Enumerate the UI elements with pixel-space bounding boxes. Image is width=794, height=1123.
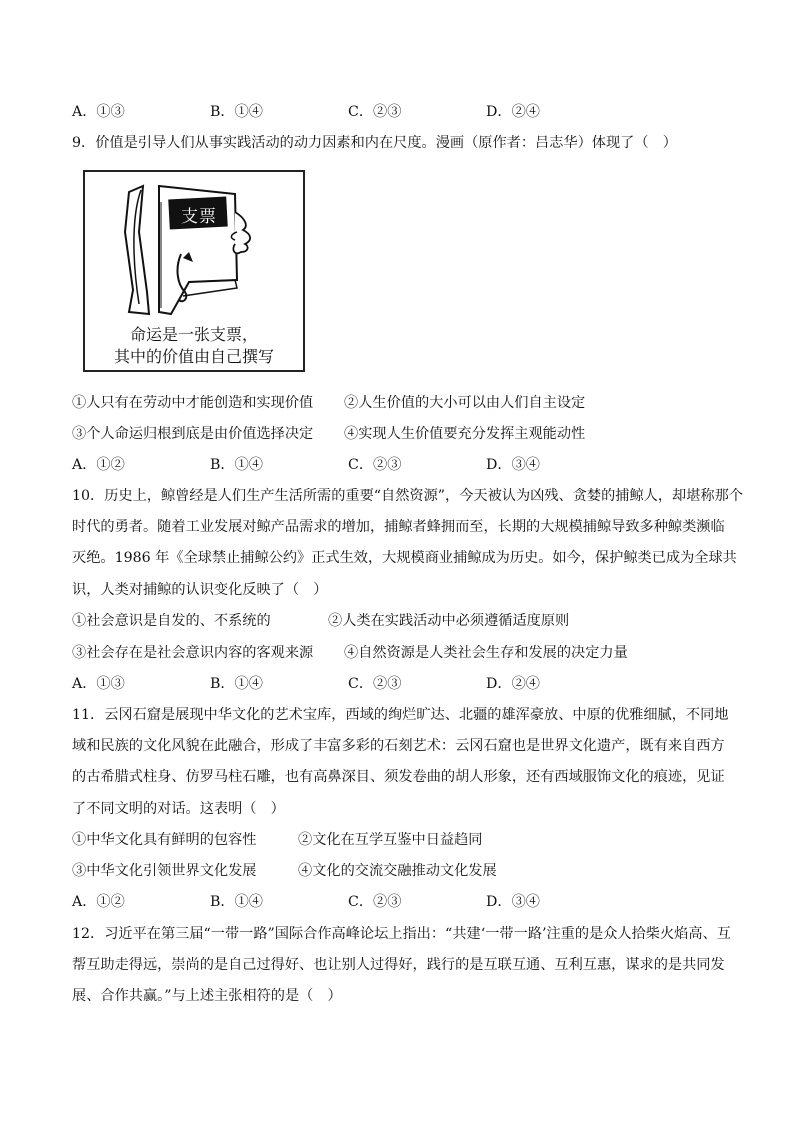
q9-statement-3: ③个人命运归根到底是由价值选择决定 bbox=[72, 426, 314, 442]
q11-stem-line4: 了不同文明的对话。这表明（ ） bbox=[72, 801, 285, 817]
cartoon-caption-line1: 命运是一张支票， bbox=[129, 325, 258, 344]
q11-stem-line1: 11．云冈石窟是展现中华文化的艺术宝库，西域的绚烂旷达、北疆的雄浑豪放、中原的优雅细腻，不同地 bbox=[72, 707, 729, 723]
q10-choice-b[interactable]: B．①④ bbox=[210, 676, 263, 692]
q12-stem-line3: 展、合作共赢。”与上述主张相符的是（ ） bbox=[72, 988, 342, 1004]
q11-statement-2: ②文化在互学互鉴中日益趋同 bbox=[298, 832, 483, 848]
q11-statement-4: ④文化的交流交融推动文化发展 bbox=[298, 863, 497, 879]
q10-statement-1: ①社会意识是自发的、不系统的 bbox=[72, 613, 271, 629]
q10-statement-2: ②人类在实践活动中必须遵循适度原则 bbox=[328, 613, 570, 629]
q10-stem-line3: 灭绝。1986 年《全球禁止捕鲸公约》正式生效，大规模商业捕鲸成为历史。如今，保护鲸类已成为全球共 bbox=[72, 550, 737, 566]
q11-choice-a[interactable]: A．①② bbox=[72, 894, 125, 910]
q10-choice-c[interactable]: C．②③ bbox=[348, 676, 402, 692]
cartoon-ticket-label: 支票 bbox=[181, 207, 217, 227]
q9-choice-a[interactable]: A．①② bbox=[72, 457, 125, 473]
q9-cartoon bbox=[83, 170, 305, 372]
q10-statement-4: ④自然资源是人类社会生存和发展的决定力量 bbox=[344, 645, 628, 661]
q9-choice-d[interactable]: D．③④ bbox=[486, 457, 540, 473]
q8-choice-d[interactable]: D．②④ bbox=[486, 104, 540, 120]
q11-stem-line3: 的古希腊式柱身、仿罗马柱石雕，也有高鼻深目、须发卷曲的胡人形象，还有西域服饰文化的痕迹，见证 bbox=[72, 769, 725, 785]
q11-statement-3: ③中华文化引领世界文化发展 bbox=[72, 863, 257, 879]
q9-statement-2: ②人生价值的大小可以由人们自主设定 bbox=[344, 395, 586, 411]
cartoon-caption-line2: 其中的价值由自己撰写 bbox=[113, 347, 274, 366]
q9-stem: 9．价值是引导人们从事实践活动的动力因素和内在尺度。漫画（原作者：吕志华）体现了（ ） bbox=[72, 135, 677, 151]
q10-stem-line4: 识，人类对捕鲸的认识变化反映了（ ） bbox=[72, 582, 328, 598]
q11-choice-c[interactable]: C．②③ bbox=[348, 894, 402, 910]
q10-choice-a[interactable]: A．①③ bbox=[72, 676, 125, 692]
q11-choice-b[interactable]: B．①④ bbox=[210, 894, 263, 910]
q10-stem-line1: 10．历史上，鲸曾经是人们生产生活所需的重要“自然资源”，今天被认为凶残、贪婪的捕鲸人，却堪称那个 bbox=[72, 488, 744, 504]
q8-choice-a[interactable]: A．①③ bbox=[72, 104, 125, 120]
q10-statement-3: ③社会存在是社会意识内容的客观来源 bbox=[72, 645, 314, 661]
q9-choice-b[interactable]: B．①④ bbox=[210, 457, 263, 473]
q9-statement-1: ①人只有在劳动中才能创造和实现价值 bbox=[72, 395, 314, 411]
q11-statement-1: ①中华文化具有鲜明的包容性 bbox=[72, 832, 257, 848]
q10-choice-d[interactable]: D．②④ bbox=[486, 676, 540, 692]
q12-stem-line2: 帮互助走得远，崇尚的是自己过得好、也让别人过得好，践行的是互联互通、互利互惠，谋求的是共同发 bbox=[72, 957, 725, 973]
q12-stem-line1: 12．习近平在第三届“一带一路”国际合作高峰论坛上指出：“共建‘一带一路’注重的是众人拾柴火焰高、互 bbox=[72, 926, 731, 942]
q8-choice-c[interactable]: C．②③ bbox=[348, 104, 402, 120]
q8-choice-b[interactable]: B．①④ bbox=[210, 104, 263, 120]
q9-statement-4: ④实现人生价值要充分发挥主观能动性 bbox=[344, 426, 586, 442]
q11-stem-line2: 域和民族的文化风貌在此融合，形成了丰富多彩的石刻艺术：云冈石窟也是世界文化遗产，既有来自西方 bbox=[72, 738, 725, 754]
q9-choice-c[interactable]: C．②③ bbox=[348, 457, 402, 473]
q10-stem-line2: 时代的勇者。随着工业发展对鲸产品需求的增加，捕鲸者蜂拥而至，长期的大规模捕鲸导致多种鲸类濒临 bbox=[72, 519, 725, 535]
q11-choice-d[interactable]: D．③④ bbox=[486, 894, 540, 910]
